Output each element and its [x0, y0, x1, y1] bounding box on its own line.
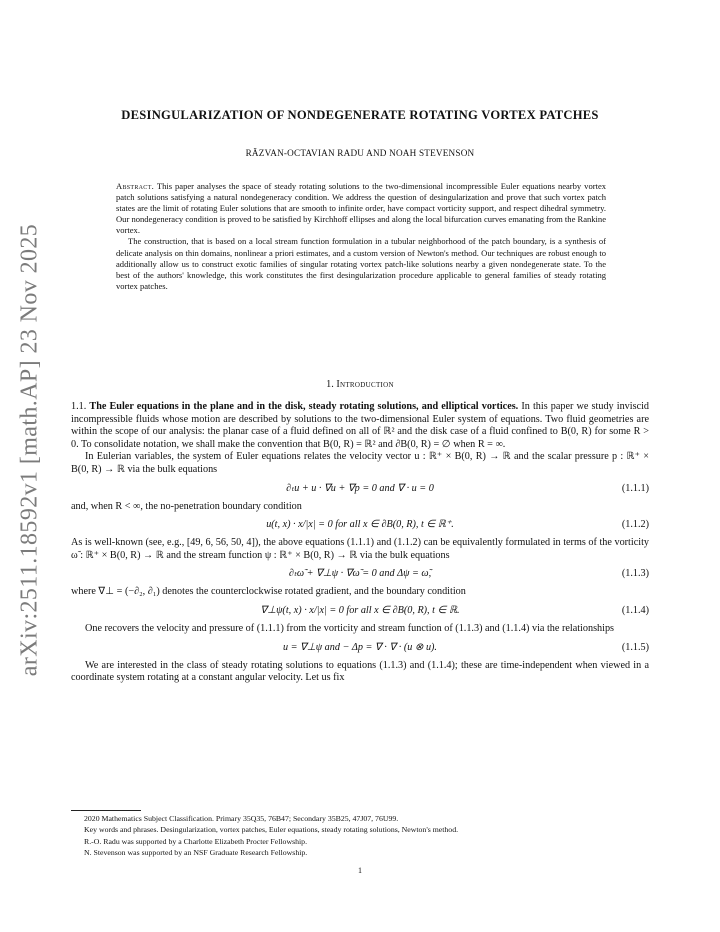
equation-1-expr: ∂ₜu + u · ∇u + ∇p = 0 and ∇ · u = 0 — [286, 482, 434, 494]
equation-2 — [71, 517, 649, 532]
page-number: 1 — [358, 866, 362, 875]
paragraph-2: In Eulerian variables, the system of Euler equations relates the velocity vector u : ℝ⁺ × B(0, R) → ℝ and the scalar pressure p : ℝ⁺ × B(0, R) → ℝ via the bulk equations — [71, 451, 649, 475]
paper-authors: RĂZVAN-OCTAVIAN RADU AND NOAH STEVENSON — [245, 148, 475, 158]
arxiv-stamp — [8, 223, 52, 677]
footnote-keywords: Key words and phrases. Desingularization, vortex patches, Euler equations, steady rotating solutions, Newton's method. — [84, 825, 459, 835]
equation-3 — [71, 566, 649, 581]
footnote-msc: 2020 Mathematics Subject Classification. Primary 35Q35, 76B47; Secondary 35B25, 47J07, 76U99. — [84, 814, 399, 823]
footnote-funding-stevenson: N. Stevenson was supported by an NSF Graduate Research Fellowship. — [84, 847, 308, 857]
section-number: 1. — [326, 379, 334, 390]
paragraph-7: We are interested in the class of steady rotating solutions to equations (1.1.3) and (1.1.4); these are time-independent when viewed in a coordinate system rotating at a constant angular velocity. Let us fix — [71, 659, 649, 684]
equation-5-label: (1.1.5) — [621, 641, 649, 653]
paragraph-1-text: In this paper we study inviscid incompressible fluids whose motion are described by solutions to the two-dimensional Euler system of equations. Two fluid geometries are within the scope of our analysis: the planar case of a fluid defined on all of ℝ² and the disk case of a fluid confined to B(0, R) for some R > 0. To consolidate notation, we shall make the convention that B(0, R) = ℝ² and ∂B(0, R) = ∅ when R = ∞. — [71, 401, 650, 450]
equation-3-label: (1.1.3) — [621, 568, 649, 580]
abstract-label: Abstract. — [116, 181, 155, 191]
subsection-number: 1.1. — [71, 401, 87, 412]
abstract-text-1: This paper analyses the space of steady rotating solutions to the two-dimensional incompressible Euler equations nearby vortex patch solutions satisfying a natural nondegeneracy condition. We address the question of desingularization and prove that such vortex patch states are the limit of rotating Euler solutions that are smooth to infinite order, have compact vorticity support, and respect dihedral symmetry. Our nondegeneracy condition is proved to be satisfied by Kirchhoff ellipses and along the local bifurcation curves emanating from the Rankine vortex. — [116, 181, 607, 236]
equation-4 — [71, 603, 649, 618]
equation-4-label: (1.1.4) — [621, 604, 649, 616]
main-text — [71, 401, 649, 685]
equation-1-label: (1.1.1) — [621, 482, 649, 494]
equation-2-label: (1.1.2) — [621, 519, 649, 531]
section-title: Introduction — [336, 379, 394, 390]
equation-2-expr: u(t, x) · x/|x| = 0 for all x ∈ ∂B(0, R), t ∈ ℝ⁺. — [266, 519, 454, 531]
paragraph-3: and, when R < ∞, the no-penetration boundary condition — [71, 500, 302, 512]
subsection-title: The Euler equations in the plane and in the disk, steady rotating solutions, and elliptical vortices. — [89, 401, 519, 412]
paragraph-4: As is well-known (see, e.g., [49, 6, 56, 50, 4]), the above equations (1.1.1) and (1.1.2) can be equivalently formulated in terms of the vorticity ω̃ : ℝ⁺ × B(0, R) → ℝ and the stream function ψ : ℝ⁺ × B(0, R) → ℝ via the bulk equations — [71, 537, 649, 561]
equation-5-expr: u = ∇⊥ψ and − Δp = ∇ · ∇ · (u ⊗ u). — [283, 641, 437, 653]
footnotes — [84, 813, 654, 858]
paper-title: DESINGULARIZATION OF NONDEGENERATE ROTATING VORTEX PATCHES — [121, 108, 599, 122]
abstract-paragraph-1 — [116, 181, 606, 236]
equation-1 — [71, 481, 649, 496]
footnote-rule — [71, 810, 141, 811]
equation-4-expr: ∇⊥ψ(t, x) · x/|x| = 0 for all x ∈ ∂B(0, R), t ∈ ℝ. — [260, 604, 460, 616]
equation-3-expr: ∂ₜω̃ + ∇⊥ψ · ∇ω̃ = 0 and Δψ = ω̃, — [288, 568, 432, 580]
abstract — [116, 181, 606, 292]
equation-5 — [71, 640, 649, 655]
footnote-funding-radu: R.-O. Radu was supported by a Charlotte Elizabeth Procter Fellowship. — [84, 836, 308, 846]
paragraph-5: where ∇⊥ = (−∂₂, ∂₁) denotes the counterclockwise rotated gradient, and the boundary condition — [71, 586, 466, 598]
abstract-paragraph-2: The construction, that is based on a local stream function formulation in a tubular neighborhood of the patch boundary, is a synthesis of delicate analysis on thin domains, nonlinear a priori estimates, and a custom version of Newton's method. Our techniques are robust enough to additionally allow us to construct exotic families of singular rotating vortex patch-like solutions nearby a given nondegenerate state. To the best of the authors' knowledge, this work constitutes the first desingularization procedure applicable to general families of steady rotating vortex patches. — [116, 236, 606, 291]
arxiv-stamp-text: arXiv:2511.18592v1 [math.AP] 23 Nov 2025 — [16, 223, 43, 677]
section-heading — [0, 379, 720, 390]
paragraph-6: One recovers the velocity and pressure of (1.1.1) from the vorticity and stream function of (1.1.3) and (1.1.4) via the relationships — [85, 622, 615, 634]
paragraph-1 — [71, 401, 649, 451]
